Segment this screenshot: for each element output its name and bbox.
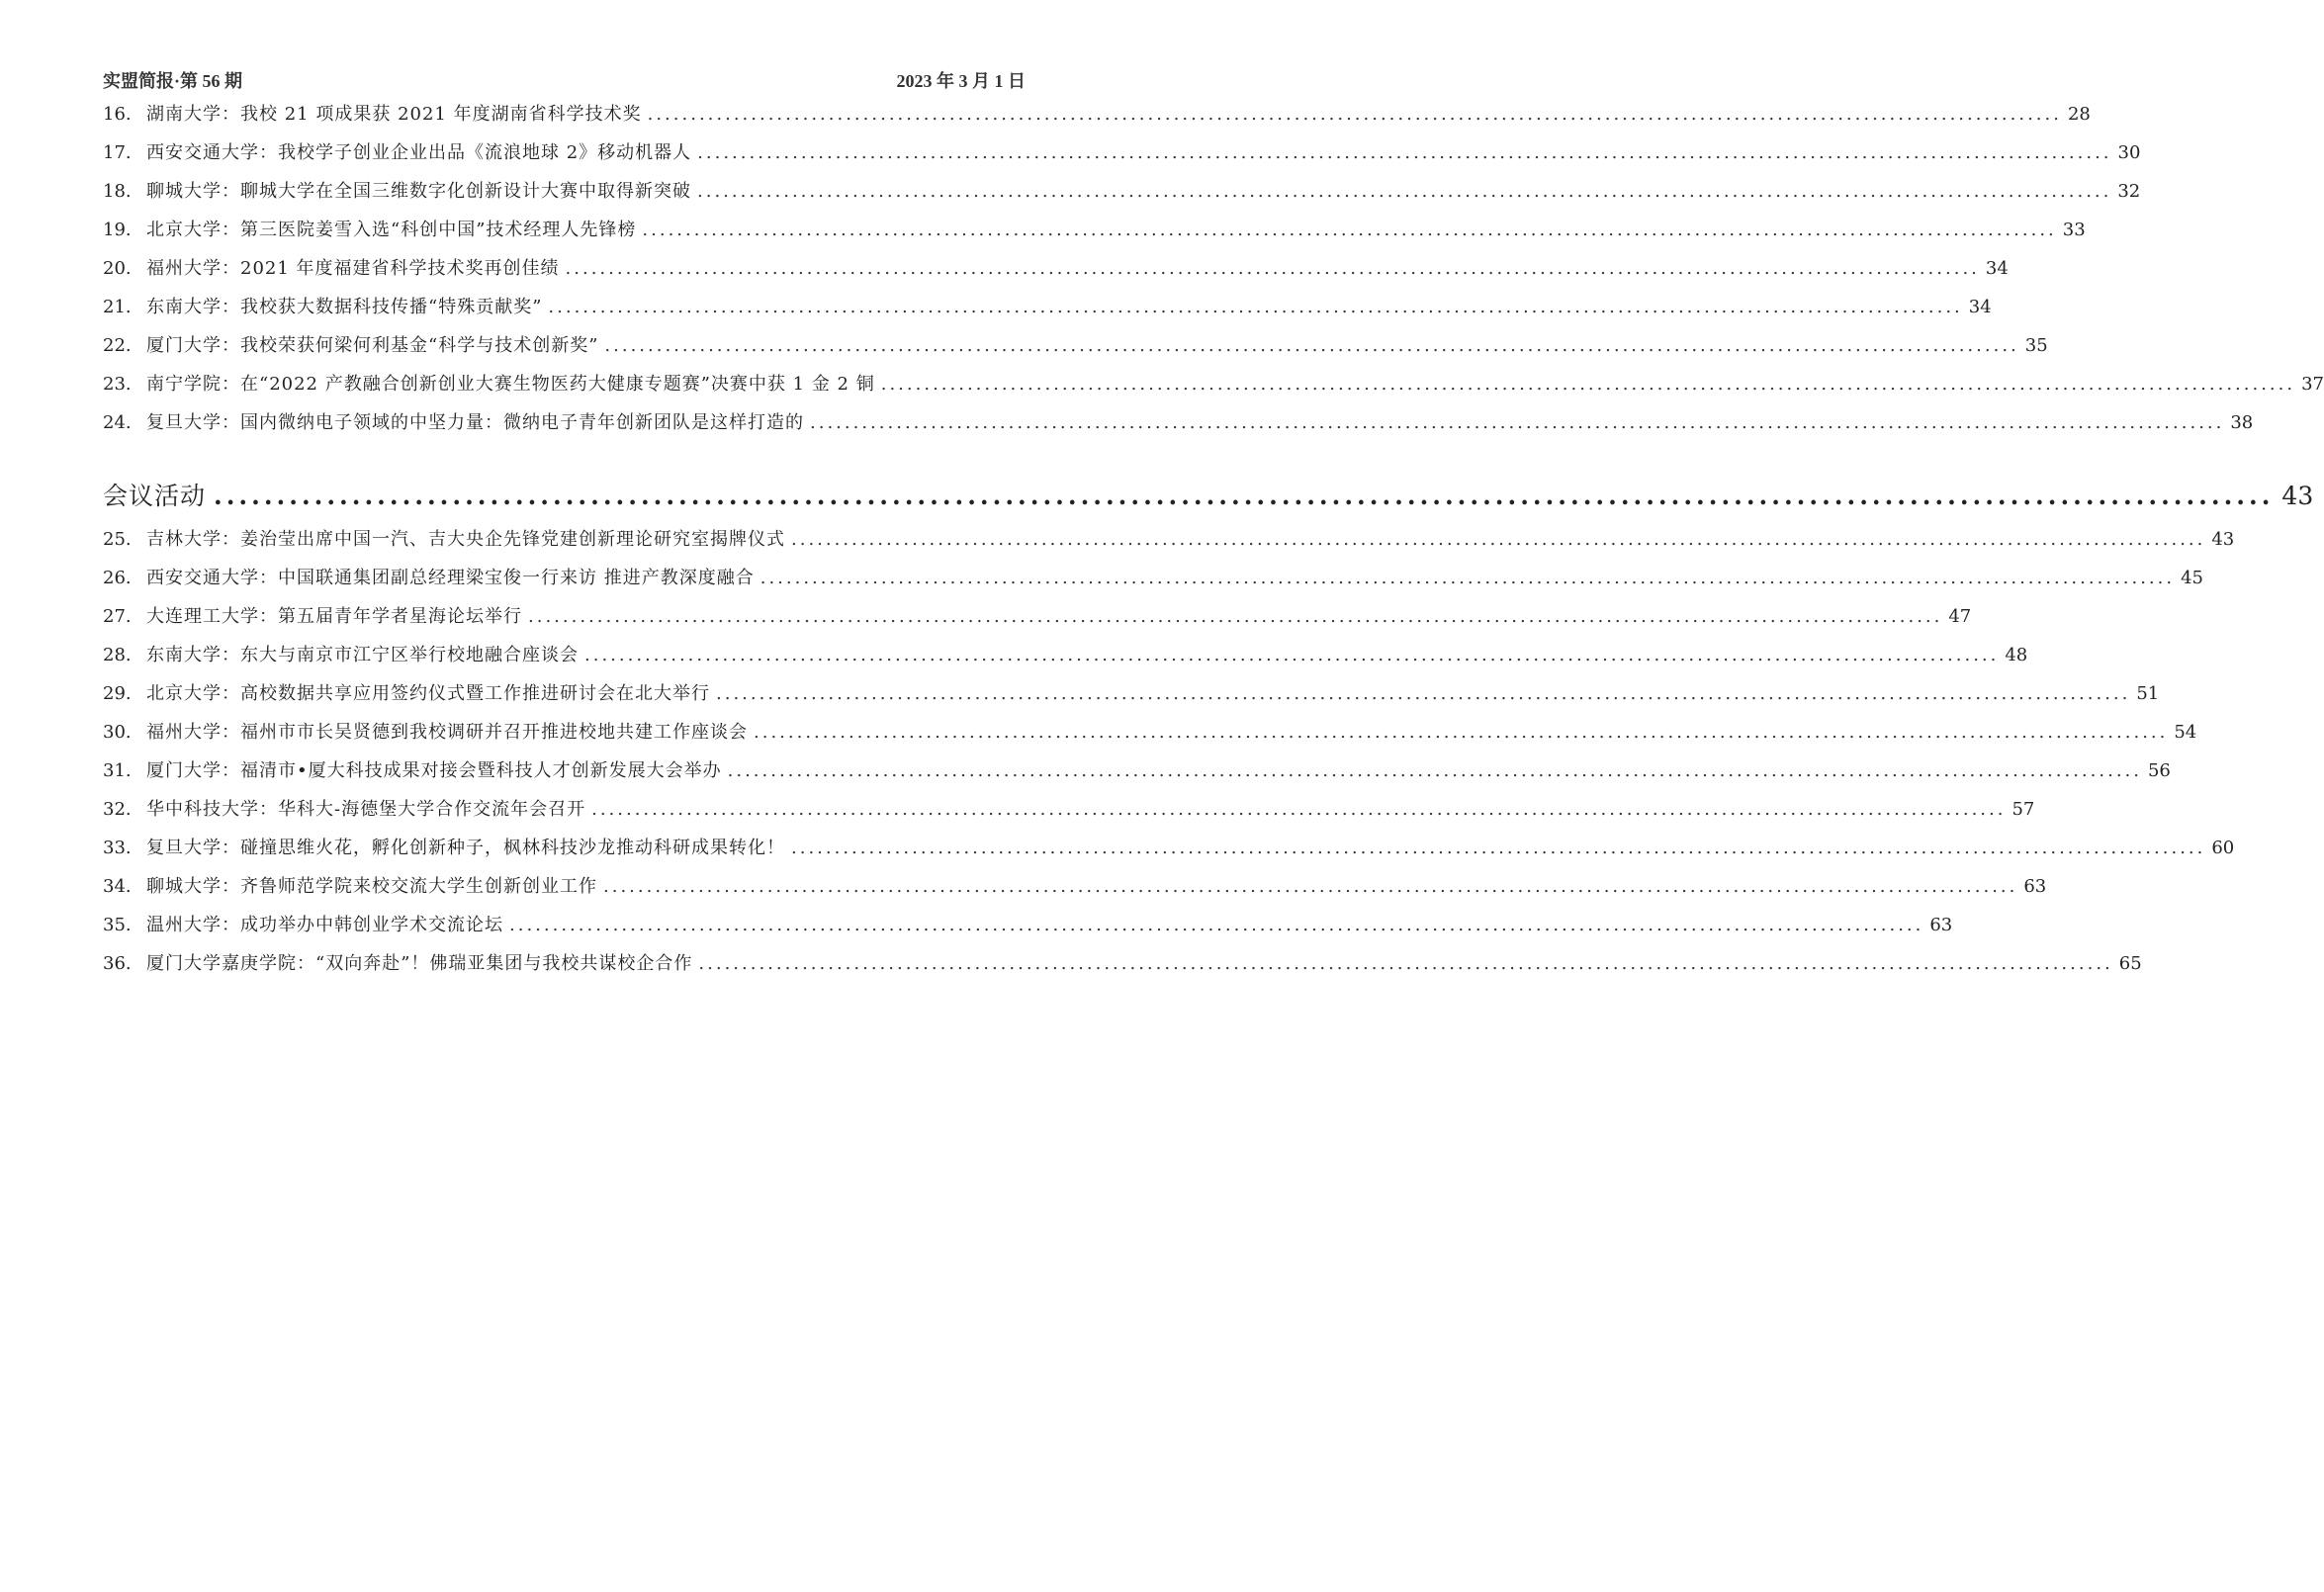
publication-title: 实盟简报·第 56 期: [103, 71, 243, 91]
toc-entry-page-number: 65: [2118, 953, 2142, 974]
toc-entry-number: 23.: [103, 374, 132, 395]
toc-entry-title: 复旦大学：碰撞思维火花，孵化创新种子，枫林科技沙龙推动科研成果转化！: [146, 838, 785, 858]
toc-entry[interactable]: [103, 829, 2235, 867]
toc-entry-number: 16.: [103, 104, 132, 125]
toc-entry[interactable]: [103, 172, 2141, 211]
toc-entry-title: 东南大学：我校获大数据科技传播“特殊贡献奖”: [146, 297, 543, 317]
toc-entry[interactable]: [103, 674, 2160, 713]
toc-entry-page-number: 51: [2136, 683, 2160, 704]
dot-leader: [760, 559, 2175, 597]
toc-entry-page-number: 34: [1968, 297, 1992, 317]
toc-entry-page-number: 38: [2230, 412, 2254, 433]
toc-entry-title: 吉林大学：姜治莹出席中国一汽、吉大央企先锋党建创新理论研究室揭牌仪式: [146, 529, 785, 550]
toc-entry-title: 厦门大学嘉庚学院：“双向奔赴”！佛瑞亚集团与我校共谋校企合作: [146, 953, 693, 974]
toc-entry-number: 28.: [103, 645, 132, 665]
toc-entry-number: 27.: [103, 606, 132, 627]
dot-leader: [881, 365, 2295, 403]
toc-entry[interactable]: [103, 288, 1992, 326]
section-heading[interactable]: [103, 472, 2314, 521]
dot-leader: [642, 211, 2056, 249]
toc-entry-number: 36.: [103, 953, 132, 974]
toc-entry-page-number: 35: [2024, 335, 2048, 356]
toc-list-top: [103, 95, 2324, 442]
toc-entry-number: 31.: [103, 760, 132, 781]
page-header: [103, 67, 1026, 95]
toc-entry[interactable]: [103, 597, 1972, 636]
toc-entry-title: 厦门大学：福清市•厦大科技成果对接会暨科技人才创新发展大会举办: [146, 760, 722, 781]
dot-leader: [810, 403, 2224, 442]
toc-entry[interactable]: [103, 520, 2235, 559]
toc-entry-number: 29.: [103, 683, 132, 704]
section-title: 会议活动: [103, 482, 207, 510]
toc-section: [103, 472, 2314, 521]
toc-entry-title: 南宁学院：在“2022 产教融合创新创业大赛生物医药大健康专题赛”决赛中获 1 金 2 铜: [146, 374, 875, 395]
toc-entry[interactable]: [103, 867, 2047, 906]
toc-entry-page-number: 48: [2005, 645, 2028, 665]
toc-entry-number: 25.: [103, 529, 132, 550]
toc-entry-page-number: 43: [2211, 529, 2235, 550]
toc-entry-title: 聊城大学：齐鲁师范学院来校交流大学生创新创业工作: [146, 876, 597, 897]
dot-leader: [591, 790, 2006, 829]
toc-entry-number: 24.: [103, 412, 132, 433]
toc-entry[interactable]: [103, 365, 2324, 403]
toc-list-bottom: [103, 520, 2235, 983]
dot-leader: [604, 326, 2018, 365]
dot-leader: [548, 288, 1962, 326]
toc-entry-number: 30.: [103, 722, 132, 743]
toc-entry[interactable]: [103, 403, 2254, 442]
dot-leader: [584, 636, 1999, 674]
toc-entry-title: 西安交通大学：中国联通集团副总经理梁宝俊一行来访 推进产教深度融合: [146, 568, 755, 588]
toc-entry-title: 福州大学：福州市市长吴贤德到我校调研并召开推进校地共建工作座谈会: [146, 722, 748, 743]
toc-entry-title: 聊城大学：聊城大学在全国三维数字化创新设计大赛中取得新突破: [146, 181, 691, 202]
toc-entry-title: 北京大学：高校数据共享应用签约仪式暨工作推进研讨会在北大举行: [146, 683, 710, 704]
dot-leader: [728, 752, 2142, 790]
toc-entry-number: 22.: [103, 335, 132, 356]
toc-entry-number: 21.: [103, 297, 132, 317]
toc-entry[interactable]: [103, 326, 2048, 365]
toc-entry-title: 西安交通大学：我校学子创业企业出品《流浪地球 2》移动机器人: [146, 142, 692, 163]
toc-entry-page-number: 56: [2147, 760, 2171, 781]
dot-leader: [791, 520, 2205, 559]
dot-leader: [716, 674, 2130, 713]
toc-entry-page-number: 54: [2174, 722, 2197, 743]
toc-entry-page-number: 45: [2181, 568, 2203, 588]
toc-entry-title: 东南大学：东大与南京市江宁区举行校地融合座谈会: [146, 645, 579, 665]
toc-entry-title: 厦门大学：我校荣获何梁何利基金“科学与技术创新奖”: [146, 335, 599, 356]
publication-date: 2023 年 3 月 1 日: [896, 71, 1026, 91]
toc-entry-title: 温州大学：成功举办中韩创业学术交流论坛: [146, 915, 503, 935]
toc-entry[interactable]: [103, 211, 2086, 249]
toc-entry-number: 32.: [103, 799, 132, 820]
dot-leader: [754, 713, 2168, 752]
toc-entry-page-number: 34: [1985, 258, 2009, 279]
toc-entry-title: 大连理工大学：第五届青年学者星海论坛举行: [146, 606, 522, 627]
toc-entry-page-number: 30: [2117, 142, 2141, 163]
toc-entry[interactable]: [103, 95, 2091, 133]
toc-entry-number: 18.: [103, 181, 132, 202]
toc-entry-number: 26.: [103, 568, 132, 588]
toc-entry[interactable]: [103, 133, 2141, 172]
dot-leader: [791, 829, 2205, 867]
toc-entry-number: 17.: [103, 142, 132, 163]
toc-entry-page-number: 63: [2023, 876, 2047, 897]
toc-entry-title: 湖南大学：我校 21 项成果获 2021 年度湖南省科学技术奖: [146, 104, 642, 125]
section-page-number: 43: [2281, 482, 2314, 510]
toc-entry-title: 华中科技大学：华科大-海德堡大学合作交流年会召开: [146, 799, 586, 820]
toc-entry[interactable]: [103, 249, 2009, 288]
toc-entry[interactable]: [103, 713, 2197, 752]
dot-leader: [214, 472, 2274, 521]
dot-leader: [566, 249, 1980, 288]
dot-leader: [509, 906, 1923, 944]
toc-entry-page-number: 60: [2211, 838, 2235, 858]
dot-leader: [528, 597, 1942, 636]
toc-entry-number: 34.: [103, 876, 132, 897]
dot-leader: [697, 133, 2111, 172]
toc-entry-title: 复旦大学：国内微纳电子领域的中坚力量：微纳电子青年创新团队是这样打造的: [146, 412, 804, 433]
toc-entry-title: 福州大学：2021 年度福建省科学技术奖再创佳绩: [146, 258, 560, 279]
dot-leader: [698, 944, 2112, 983]
toc-entry[interactable]: [103, 636, 2028, 674]
toc-entry-page-number: 47: [1948, 606, 1972, 627]
toc-entry-number: 33.: [103, 838, 132, 858]
dot-leader: [603, 867, 2017, 906]
toc-entry-page-number: 57: [2011, 799, 2035, 820]
dot-leader: [648, 95, 2062, 133]
toc-entry[interactable]: [103, 559, 2203, 597]
toc-entry-page-number: 33: [2062, 220, 2086, 240]
toc-entry[interactable]: [103, 906, 1953, 944]
toc-entry-number: 20.: [103, 258, 132, 279]
toc-entry-page-number: 32: [2117, 181, 2141, 202]
toc-entry-number: 35.: [103, 915, 132, 935]
toc-entry-page-number: 63: [1929, 915, 1953, 935]
toc-entry-title: 北京大学：第三医院姜雪入选“科创中国”技术经理人先锋榜: [146, 220, 637, 240]
toc-entry[interactable]: [103, 944, 2142, 983]
toc-entry-page-number: 37: [2301, 374, 2324, 395]
toc-entry-number: 19.: [103, 220, 132, 240]
dot-leader: [697, 172, 2111, 211]
toc-entry[interactable]: [103, 790, 2035, 829]
toc-entry-page-number: 28: [2067, 104, 2091, 125]
toc-entry[interactable]: [103, 752, 2171, 790]
